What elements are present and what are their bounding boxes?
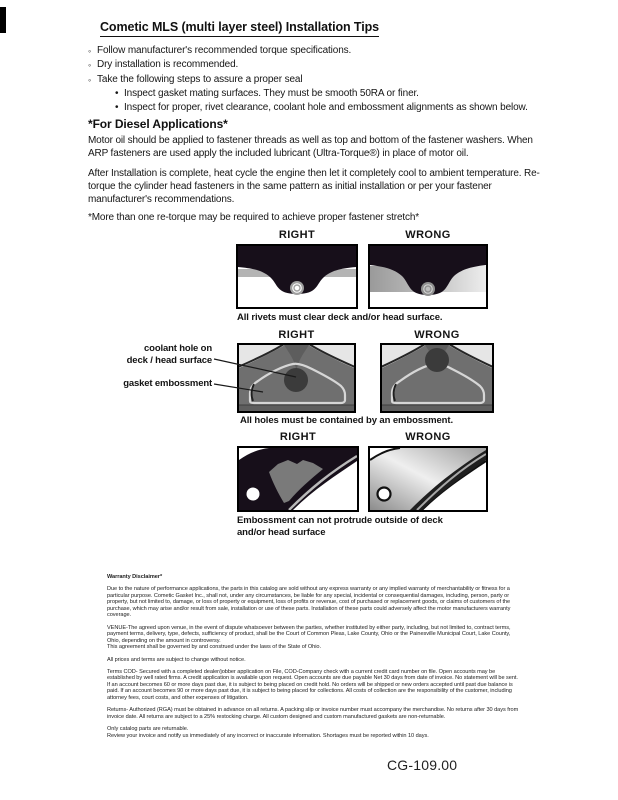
list-item bbox=[88, 44, 540, 58]
embossment-wrong-illustration bbox=[370, 448, 486, 510]
rivet-wrong-illustration bbox=[370, 246, 486, 307]
bullet-marker: ◦ bbox=[88, 74, 92, 85]
rivet-right-illustration bbox=[238, 246, 356, 307]
right-label: RIGHT bbox=[278, 329, 315, 341]
legal-paragraph: Review your invoice and notify us immediately of any incorrect or inaccurate information. Shortages must be reported within 10 days. bbox=[107, 732, 429, 739]
installation-tips-list bbox=[88, 44, 540, 115]
legal-paragraph: Due to the nature of performance applications, the parts in this catalog are sold without any express warranty or any implied warranty of merchantability or fitness for a particular purpose. Cometic Gasket Inc., shall not, under any circumstances, be liable for any special, incidental or consequential damages, including, person, party or property, but not limited to, damage, or loss of property or equipment, loss of profits or revenue, cost of purchased or replacement goods, or claims of customers of the purchase, which may arise and/or result from sale, installation or use of these parts. Installation of these parts could adversely affect the motor manufacturers warranty coverage. bbox=[107, 586, 511, 619]
legal-paragraph: Returns- Authorized (RGA) must be obtained in advance on all returns. A packing slip or invoice number must accompany the merchandise. No returns after 30 days from invoice date. All returns are subject to a 25% restocking charge. All custom designed and custom manufactured gaskets are non-returnable. bbox=[107, 707, 519, 720]
bullet-marker: • bbox=[115, 87, 119, 99]
print-registration-mark bbox=[0, 7, 6, 33]
wrong-label: WRONG bbox=[405, 431, 451, 443]
bullet-marker: ◦ bbox=[88, 46, 92, 56]
list-item-text: Follow manufacturer's recommended torque specifications. bbox=[97, 45, 352, 56]
diesel-paragraph: Motor oil should be applied to fastener threads as well as top and bottom of the fastener washers. When ARP fasteners are used apply the included lubricant (Ultra-Torque®) in place of motor oil. bbox=[88, 135, 533, 160]
page-title: Cometic MLS (multi layer steel) Installation Tips bbox=[100, 20, 379, 37]
legal-paragraph: Terms COD- Secured with a completed dealer/jobber application on File, COD-Company check with a current credit card number on file. Open accounts may be established by well rated firms. A credit application is available upon request. Open accounts are due payable Net 30 days from date of invoice. No statement will be sent. If an account becomes 60 or more days past due, it is subject to being placed on credit hold. No orders will be shipped or new orders accepted until past due balance is paid. If an account becomes 90 or more days past due, it is subject to being placed for collections. All costs of collection are the responsibility of the customer, including attorney fees, court costs, and other expenses of litigation. bbox=[107, 668, 518, 701]
embossment-caption: Embossment can not protrude outside of deck and/or head surface bbox=[237, 515, 443, 538]
hole-wrong-diagram bbox=[380, 343, 494, 413]
hole-caption: All holes must be contained by an embossment. bbox=[240, 415, 453, 426]
warranty-heading: Warranty Disclaimer* bbox=[107, 574, 163, 580]
legal-paragraph: VENUE-The agreed upon venue, in the event of dispute whatsoever between the parties, whether instituted by either party, including, but not limited to, contract terms, payment terms, delivery, type, defects, sufficiency of product, shall be the Court of Common Pleas, Lake County, Ohio or the Painesville Municipal Court, Lake County, Ohio, depending on the amount in controversy. bbox=[107, 624, 511, 644]
hole-wrong-illustration bbox=[382, 345, 492, 411]
list-item-text: Dry installation is recommended. bbox=[97, 59, 239, 71]
embossment-right-diagram bbox=[237, 446, 359, 512]
gasket-embossment-annotation: gasket embossment bbox=[123, 378, 212, 389]
rivet-wrong-diagram bbox=[368, 244, 488, 309]
legal-paragraph: This agreement shall be governed by and construed under the laws of the State of Ohio. bbox=[107, 644, 321, 651]
page-code: CG-109.00 bbox=[387, 757, 458, 773]
list-item bbox=[88, 58, 540, 72]
warranty-disclaimer bbox=[107, 574, 519, 739]
hole-right-illustration bbox=[239, 345, 354, 411]
rivet-caption: All rivets must clear deck and/or head surface. bbox=[237, 312, 443, 323]
diesel-applications-heading: *For Diesel Applications* bbox=[88, 117, 228, 131]
list-sub-item bbox=[115, 101, 540, 115]
bullet-marker: • bbox=[115, 102, 119, 114]
embossment-right-illustration bbox=[239, 448, 357, 510]
rivet-right-diagram bbox=[236, 244, 358, 309]
list-item bbox=[88, 73, 540, 87]
bullet-marker: ◦ bbox=[88, 60, 92, 71]
list-item-text: Inspect for proper, rivet clearance, coolant hole and embossment alignments as shown below. bbox=[124, 102, 528, 114]
wrong-label: WRONG bbox=[414, 329, 460, 341]
diesel-paragraph: After Installation is complete, heat cycle the engine then let it completely cool to ambient temperature. Re-torque the cylinder head fasteners in the same pattern as initial installation or per your fastener manufacturer's recommendations. bbox=[88, 168, 540, 206]
right-label: RIGHT bbox=[279, 431, 317, 443]
list-item-text: Take the following steps to assure a proper seal bbox=[97, 73, 303, 85]
hole-right-diagram bbox=[237, 343, 356, 413]
legal-paragraph: All prices and terms are subject to change without notice. bbox=[107, 656, 246, 663]
embossment-wrong-diagram bbox=[368, 446, 488, 512]
right-label: RIGHT bbox=[278, 229, 316, 241]
legal-paragraph: Only catalog parts are returnable. bbox=[107, 726, 189, 733]
list-item-text: Inspect gasket mating surfaces. They must be smooth 50RA or finer. bbox=[124, 87, 419, 99]
retorque-note: *More than one re-torque may be required to achieve proper fastener stretch* bbox=[88, 212, 420, 223]
wrong-label: WRONG bbox=[405, 229, 451, 241]
coolant-hole-annotation: coolant hole on deck / head surface bbox=[126, 343, 212, 366]
list-sub-item bbox=[115, 87, 540, 101]
